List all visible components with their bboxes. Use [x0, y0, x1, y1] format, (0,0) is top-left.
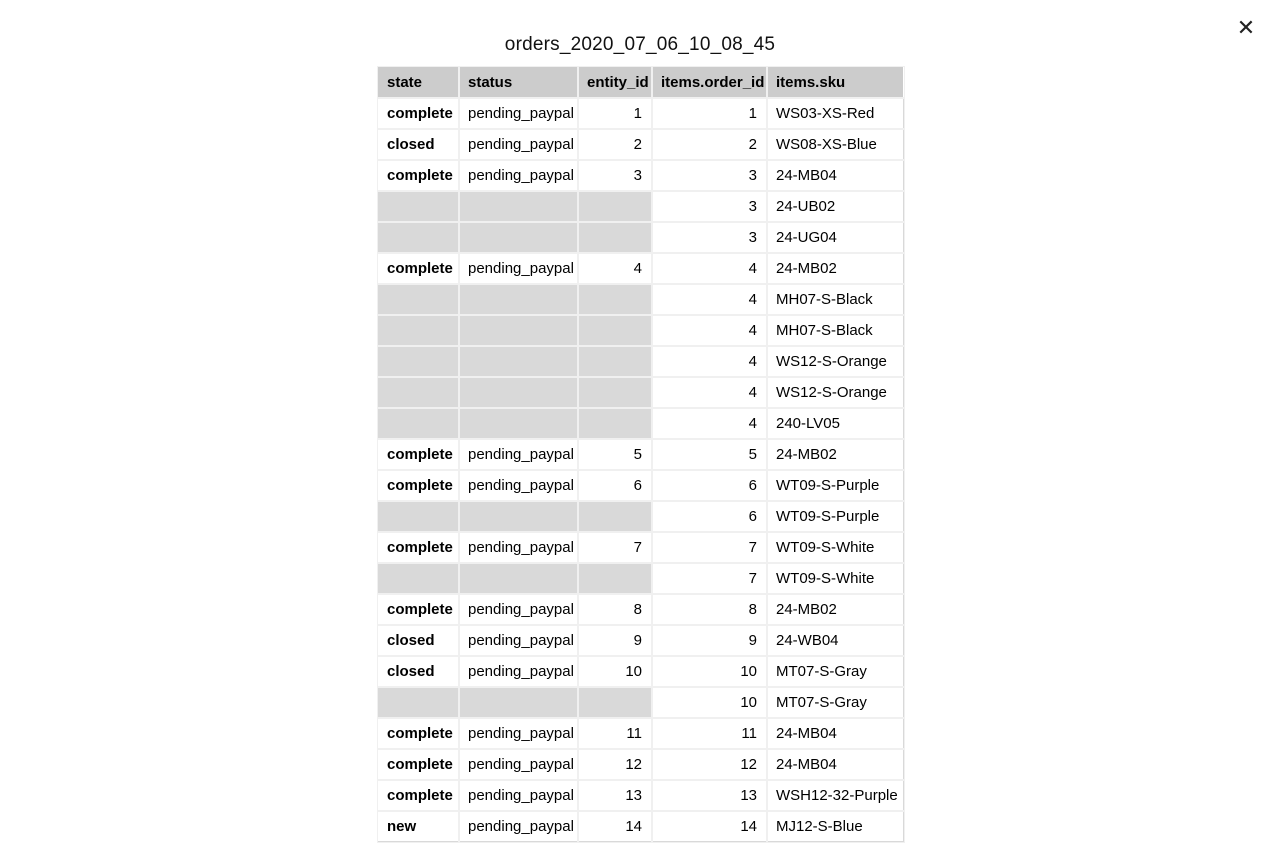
cell-entity-id: 5	[578, 439, 652, 470]
cell-state: complete	[378, 253, 459, 284]
cell-sku: 24-UG04	[767, 222, 904, 253]
cell-state	[378, 284, 459, 315]
cell-order-id: 4	[652, 408, 767, 439]
cell-order-id: 14	[652, 811, 767, 842]
table-row	[378, 749, 904, 780]
cell-order-id: 2	[652, 129, 767, 160]
cell-state: complete	[378, 749, 459, 780]
cell-entity-id	[578, 563, 652, 594]
cell-sku: WSH12-32-Purple	[767, 780, 904, 811]
table-row	[378, 129, 904, 160]
cell-order-id: 10	[652, 687, 767, 718]
cell-entity-id	[578, 687, 652, 718]
cell-order-id: 4	[652, 284, 767, 315]
cell-order-id: 3	[652, 160, 767, 191]
cell-sku: 24-MB02	[767, 439, 904, 470]
cell-entity-id: 11	[578, 718, 652, 749]
column-header-items-sku: items.sku	[767, 67, 904, 98]
cell-state	[378, 408, 459, 439]
cell-status	[459, 191, 578, 222]
cell-order-id: 10	[652, 656, 767, 687]
cell-sku: WS12-S-Orange	[767, 346, 904, 377]
cell-status: pending_paypal	[459, 253, 578, 284]
cell-sku: 240-LV05	[767, 408, 904, 439]
table-row	[378, 501, 904, 532]
table-row	[378, 625, 904, 656]
table-row	[378, 284, 904, 315]
cell-status	[459, 222, 578, 253]
table-header-row	[378, 67, 904, 98]
cell-status: pending_paypal	[459, 625, 578, 656]
cell-status	[459, 315, 578, 346]
table-row	[378, 315, 904, 346]
cell-state: complete	[378, 718, 459, 749]
table-row	[378, 563, 904, 594]
table-row	[378, 470, 904, 501]
cell-state	[378, 222, 459, 253]
cell-state: closed	[378, 656, 459, 687]
cell-order-id: 13	[652, 780, 767, 811]
cell-sku: WT09-S-White	[767, 563, 904, 594]
cell-sku: WS12-S-Orange	[767, 377, 904, 408]
data-table-container	[377, 66, 903, 842]
cell-sku: 24-WB04	[767, 625, 904, 656]
table-row	[378, 98, 904, 129]
cell-order-id: 4	[652, 315, 767, 346]
table-row	[378, 780, 904, 811]
cell-order-id: 4	[652, 253, 767, 284]
cell-state: closed	[378, 625, 459, 656]
cell-entity-id	[578, 501, 652, 532]
cell-order-id: 4	[652, 377, 767, 408]
close-icon[interactable]: ✕	[1232, 14, 1260, 42]
cell-sku: MH07-S-Black	[767, 284, 904, 315]
cell-entity-id: 10	[578, 656, 652, 687]
table-header	[378, 67, 904, 98]
column-header-items-order-id: items.order_id	[652, 67, 767, 98]
cell-sku: WT09-S-Purple	[767, 501, 904, 532]
cell-sku: MT07-S-Gray	[767, 687, 904, 718]
cell-sku: MJ12-S-Blue	[767, 811, 904, 842]
cell-entity-id: 9	[578, 625, 652, 656]
cell-sku: WT09-S-Purple	[767, 470, 904, 501]
cell-status: pending_paypal	[459, 98, 578, 129]
cell-entity-id	[578, 377, 652, 408]
cell-sku: 24-MB02	[767, 253, 904, 284]
cell-sku: 24-MB02	[767, 594, 904, 625]
cell-status	[459, 501, 578, 532]
table-row	[378, 160, 904, 191]
cell-entity-id: 4	[578, 253, 652, 284]
table-row	[378, 687, 904, 718]
cell-order-id: 3	[652, 191, 767, 222]
orders-table	[377, 66, 904, 842]
cell-entity-id: 1	[578, 98, 652, 129]
cell-entity-id	[578, 346, 652, 377]
table-row	[378, 718, 904, 749]
cell-state: closed	[378, 129, 459, 160]
cell-entity-id	[578, 284, 652, 315]
cell-state: complete	[378, 780, 459, 811]
cell-order-id: 7	[652, 563, 767, 594]
cell-state: complete	[378, 594, 459, 625]
column-header-entity-id: entity_id	[578, 67, 652, 98]
cell-entity-id: 3	[578, 160, 652, 191]
cell-status	[459, 284, 578, 315]
cell-state	[378, 377, 459, 408]
column-header-status: status	[459, 67, 578, 98]
table-row	[378, 346, 904, 377]
table-body	[378, 98, 904, 842]
cell-status	[459, 687, 578, 718]
cell-order-id: 11	[652, 718, 767, 749]
cell-status: pending_paypal	[459, 656, 578, 687]
table-row	[378, 594, 904, 625]
table-row	[378, 408, 904, 439]
cell-status	[459, 408, 578, 439]
cell-sku: 24-MB04	[767, 749, 904, 780]
cell-status	[459, 563, 578, 594]
cell-status: pending_paypal	[459, 594, 578, 625]
cell-status: pending_paypal	[459, 160, 578, 191]
cell-entity-id: 8	[578, 594, 652, 625]
cell-status: pending_paypal	[459, 749, 578, 780]
cell-state: complete	[378, 532, 459, 563]
cell-order-id: 7	[652, 532, 767, 563]
cell-state: new	[378, 811, 459, 842]
cell-entity-id	[578, 315, 652, 346]
cell-state	[378, 687, 459, 718]
cell-order-id: 9	[652, 625, 767, 656]
cell-order-id: 12	[652, 749, 767, 780]
table-row	[378, 532, 904, 563]
cell-entity-id: 7	[578, 532, 652, 563]
cell-sku: MT07-S-Gray	[767, 656, 904, 687]
cell-sku: 24-MB04	[767, 718, 904, 749]
cell-order-id: 6	[652, 501, 767, 532]
cell-state: complete	[378, 470, 459, 501]
cell-state	[378, 346, 459, 377]
cell-entity-id: 2	[578, 129, 652, 160]
cell-order-id: 8	[652, 594, 767, 625]
cell-sku: 24-UB02	[767, 191, 904, 222]
table-row	[378, 191, 904, 222]
cell-state: complete	[378, 160, 459, 191]
column-header-state: state	[378, 67, 459, 98]
cell-entity-id	[578, 222, 652, 253]
cell-status: pending_paypal	[459, 718, 578, 749]
cell-sku: WS08-XS-Blue	[767, 129, 904, 160]
cell-order-id: 4	[652, 346, 767, 377]
page-title: orders_2020_07_06_10_08_45	[504, 34, 776, 55]
cell-state: complete	[378, 98, 459, 129]
cell-entity-id: 14	[578, 811, 652, 842]
table-row	[378, 656, 904, 687]
cell-sku: WT09-S-White	[767, 532, 904, 563]
cell-status: pending_paypal	[459, 470, 578, 501]
cell-status: pending_paypal	[459, 811, 578, 842]
cell-entity-id: 12	[578, 749, 652, 780]
table-row	[378, 811, 904, 842]
cell-entity-id: 6	[578, 470, 652, 501]
cell-status: pending_paypal	[459, 439, 578, 470]
cell-state	[378, 501, 459, 532]
cell-status: pending_paypal	[459, 532, 578, 563]
cell-state	[378, 315, 459, 346]
cell-order-id: 3	[652, 222, 767, 253]
table-row	[378, 222, 904, 253]
cell-status: pending_paypal	[459, 129, 578, 160]
cell-state	[378, 563, 459, 594]
cell-entity-id	[578, 408, 652, 439]
cell-sku: WS03-XS-Red	[767, 98, 904, 129]
cell-state	[378, 191, 459, 222]
cell-entity-id	[578, 191, 652, 222]
table-row	[378, 377, 904, 408]
cell-status	[459, 346, 578, 377]
cell-sku: MH07-S-Black	[767, 315, 904, 346]
cell-status	[459, 377, 578, 408]
cell-state: complete	[378, 439, 459, 470]
cell-order-id: 1	[652, 98, 767, 129]
cell-order-id: 6	[652, 470, 767, 501]
cell-sku: 24-MB04	[767, 160, 904, 191]
table-row	[378, 439, 904, 470]
cell-status: pending_paypal	[459, 780, 578, 811]
cell-order-id: 5	[652, 439, 767, 470]
table-row	[378, 253, 904, 284]
cell-entity-id: 13	[578, 780, 652, 811]
